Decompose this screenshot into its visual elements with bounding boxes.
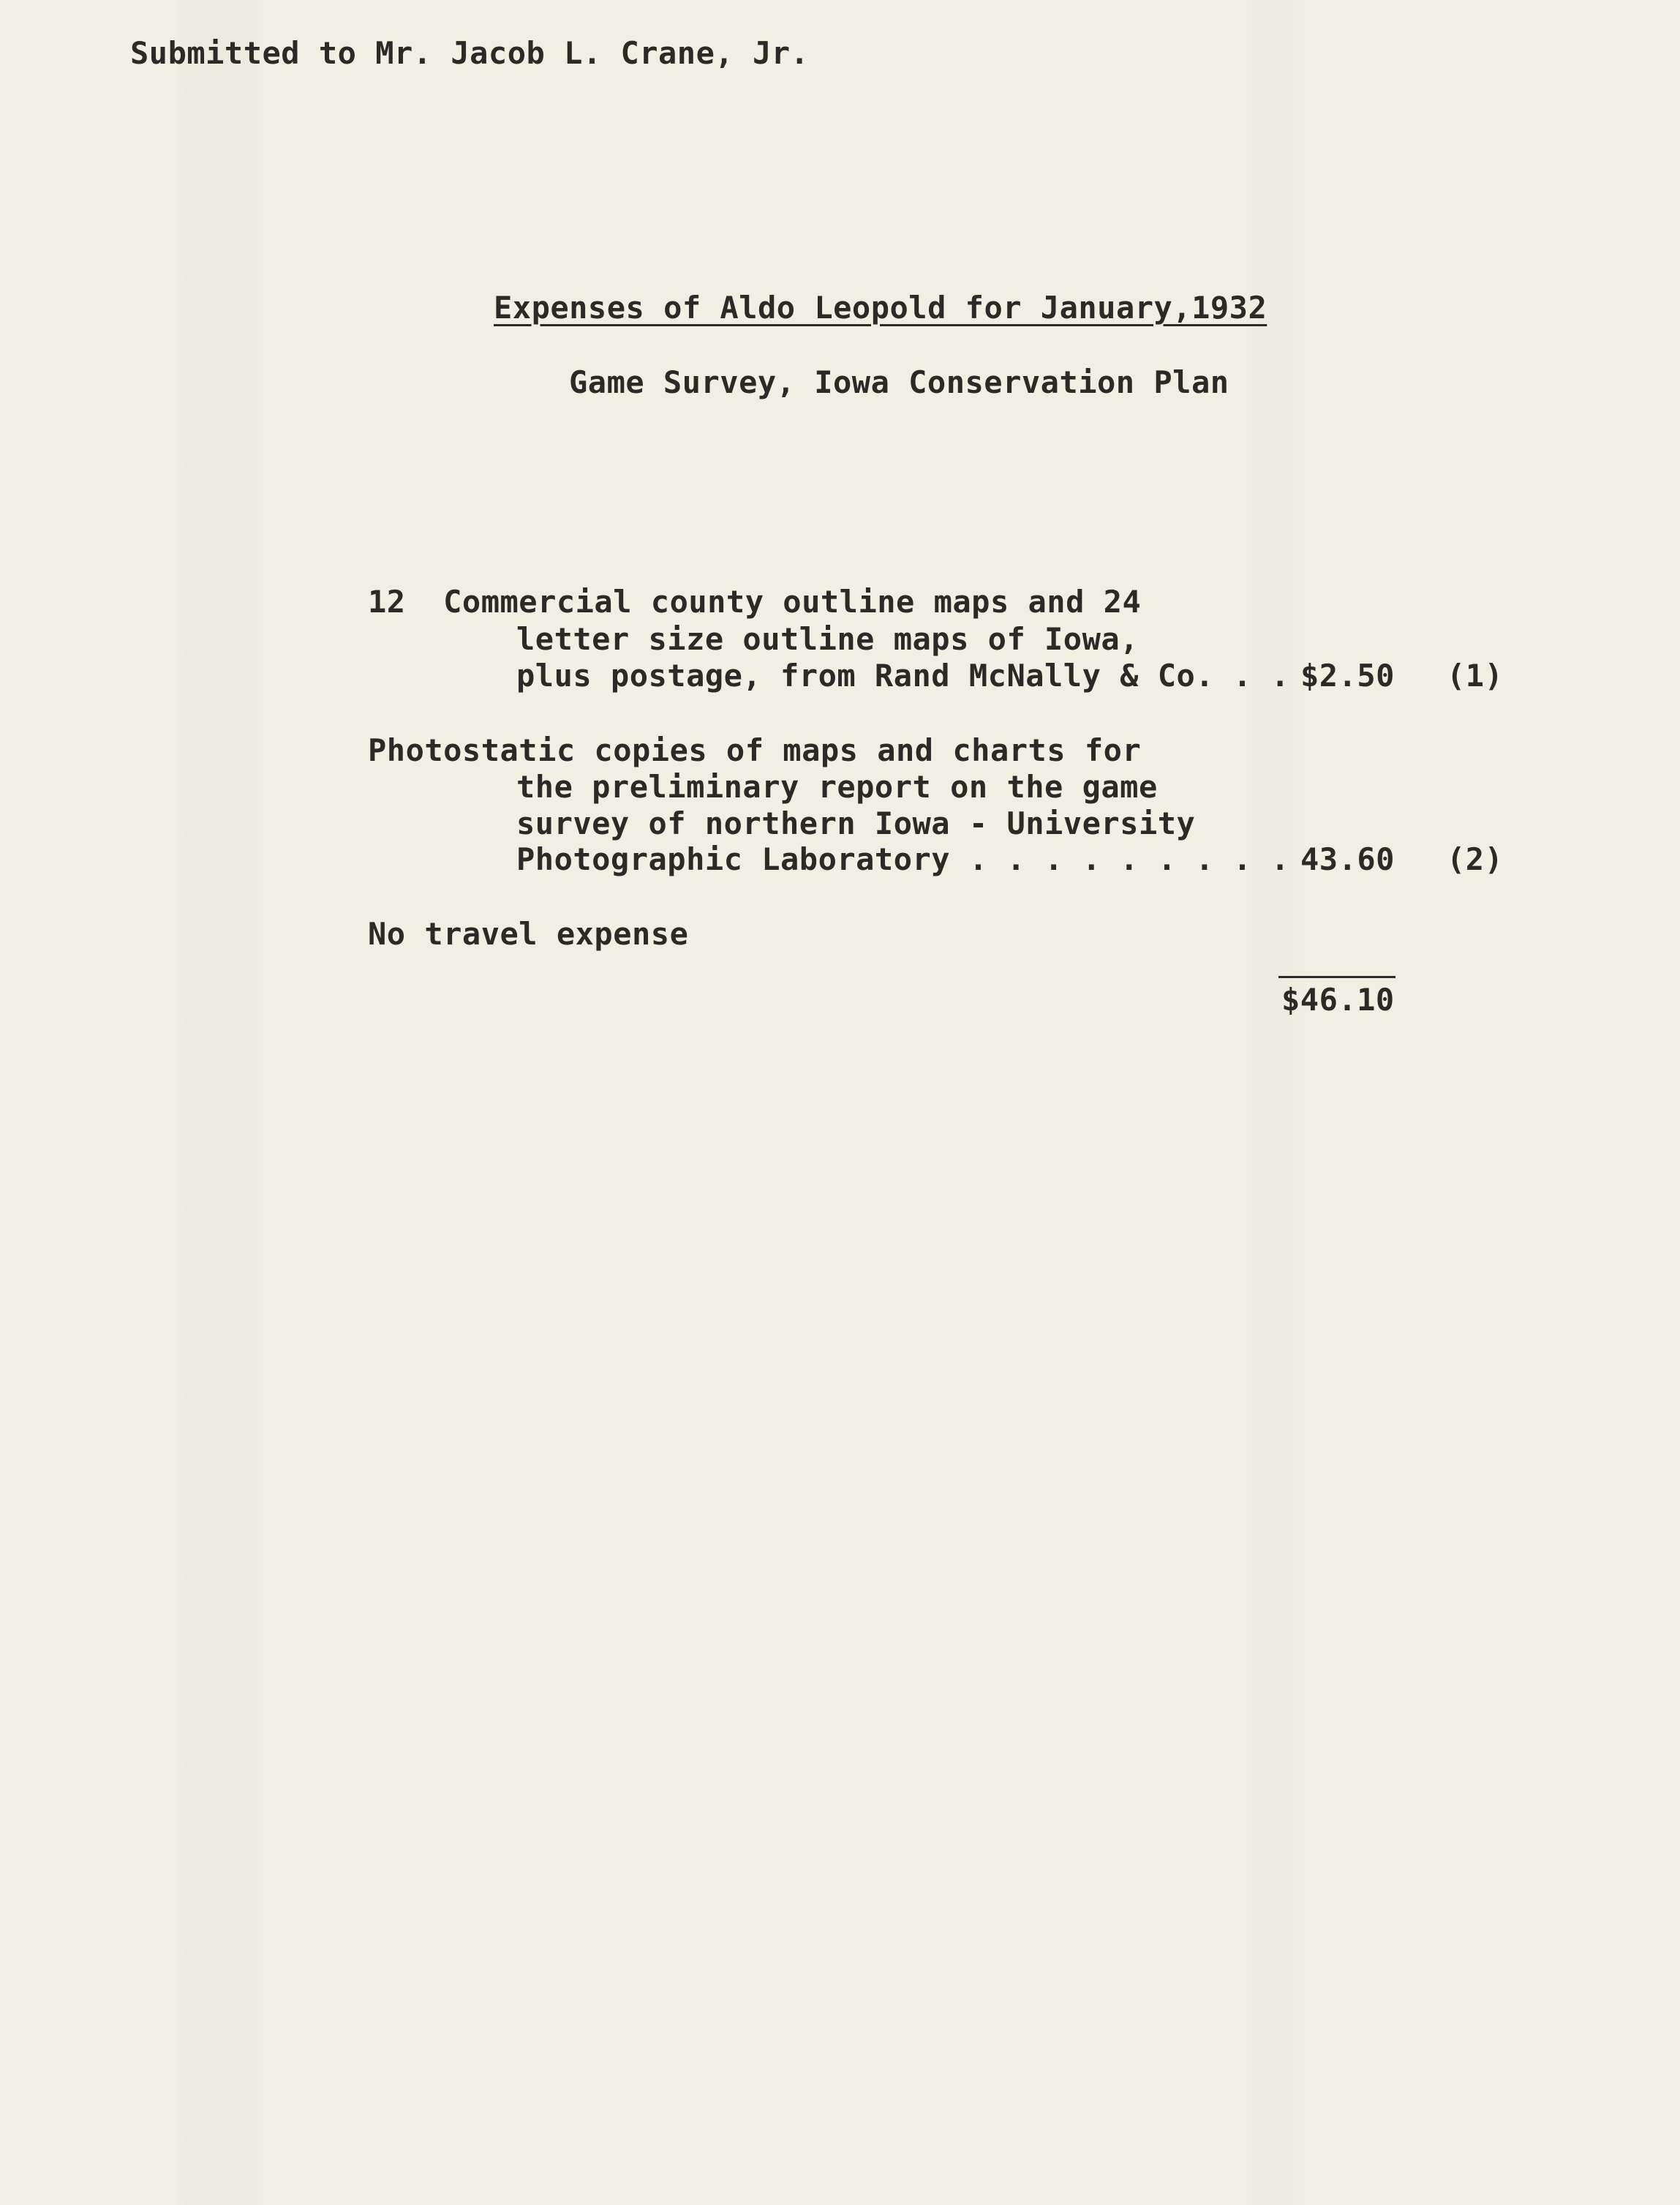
item-2-line-4: Photographic Laboratory . . . . . . . . . (516, 841, 1290, 877)
item-2-line-3: survey of northern Iowa - University (516, 805, 1196, 841)
item-1-amount: $2.50 (1300, 658, 1395, 694)
total-amount: $46.10 (1281, 982, 1395, 1018)
item-2-line-1: Photostatic copies of maps and charts for (368, 732, 1142, 768)
submitted-to-line: Submitted to Mr. Jacob L. Crane, Jr. (130, 35, 810, 71)
item-2-ref: (2) (1447, 841, 1504, 877)
document-subtitle: Game Survey, Iowa Conservation Plan (569, 364, 1229, 400)
travel-note: No travel expense (368, 916, 689, 952)
item-1-line-3: plus postage, from Rand McNally & Co. . . (516, 658, 1290, 694)
item-1-line-1: 12 Commercial county outline maps and 24 (368, 584, 1142, 620)
item-2-line-2: the preliminary report on the game (516, 769, 1158, 805)
item-2-amount: 43.60 (1300, 841, 1395, 877)
document-title: Expenses of Aldo Leopold for January,1932 (494, 290, 1267, 326)
total-rule (1278, 976, 1395, 978)
item-1-line-2: letter size outline maps of Iowa, (516, 621, 1139, 657)
item-1-ref: (1) (1447, 658, 1504, 694)
